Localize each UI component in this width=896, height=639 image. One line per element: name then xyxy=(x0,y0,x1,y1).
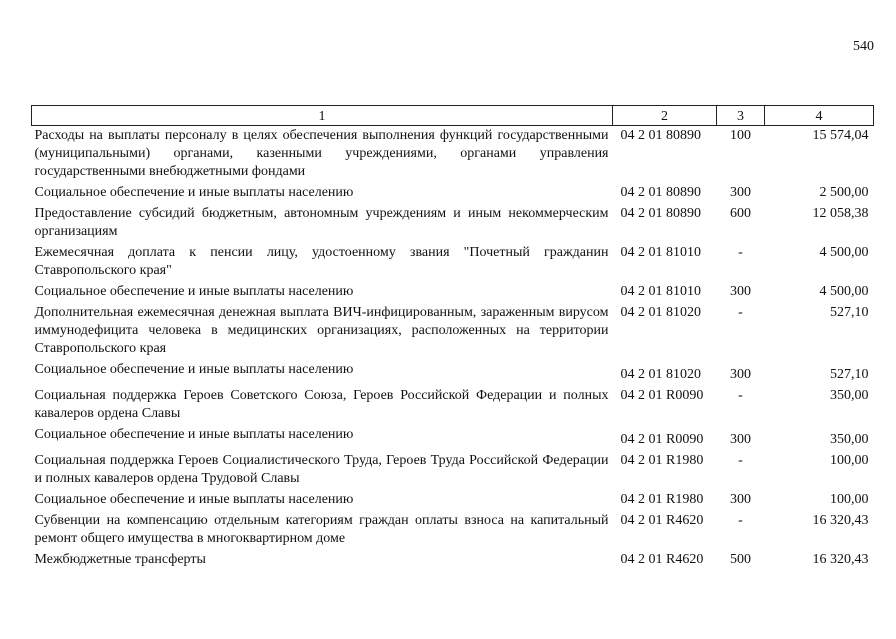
header-col-2: 2 xyxy=(613,106,717,126)
row-description: Предоставление субсидий бюджетным, автономным учреждениям и иным некоммерческим организациям xyxy=(34,206,609,239)
row-amount: 527,10 xyxy=(830,367,869,382)
row-code: 04 2 01 81020 xyxy=(620,305,701,320)
row-expense-type: 500 xyxy=(730,552,751,567)
row-code: 04 2 01 80890 xyxy=(620,206,701,221)
row-amount: 527,10 xyxy=(830,305,869,320)
row-code: 04 2 01 R0090 xyxy=(620,432,704,447)
row-amount: 350,00 xyxy=(830,388,869,403)
row-amount: 4 500,00 xyxy=(819,284,869,299)
table-row xyxy=(32,425,874,451)
row-amount: 15 574,04 xyxy=(812,128,869,143)
header-col-3: 3 xyxy=(717,106,765,126)
header-col-1: 1 xyxy=(32,106,613,126)
row-expense-type: 300 xyxy=(730,284,751,299)
row-description: Социальная поддержка Героев Советского Союза, Героев Российской Федерации и полных кавалеров ордена Славы xyxy=(34,388,609,421)
row-description: Дополнительная ежемесячная денежная выплата ВИЧ-инфицированным, зараженным вирусом иммунодефицита человека в медицинских организациях, расположенных на территории Ставропольского края xyxy=(34,305,609,356)
row-amount: 4 500,00 xyxy=(819,245,869,260)
page-number: 540 xyxy=(853,39,874,54)
table-row xyxy=(32,511,874,550)
row-code: 04 2 01 80890 xyxy=(620,128,701,143)
row-description: Социальная поддержка Героев Социалистического Труда, Героев Труда Российской Федерации и полных кавалеров ордена Трудовой Славы xyxy=(34,453,609,486)
row-description: Ежемесячная доплата к пенсии лицу, удостоенному звания "Почетный гражданин Ставропольского края" xyxy=(34,245,609,278)
table-row xyxy=(32,386,874,425)
table-row xyxy=(32,282,874,303)
row-code: 04 2 01 81010 xyxy=(620,284,701,299)
table-row xyxy=(32,490,874,511)
table-row xyxy=(32,183,874,204)
row-amount: 100,00 xyxy=(830,492,869,507)
row-code: 04 2 01 81020 xyxy=(620,367,701,382)
table-row xyxy=(32,550,874,571)
row-code: 04 2 01 80890 xyxy=(620,185,701,200)
row-code: 04 2 01 R1980 xyxy=(620,492,704,507)
row-code: 04 2 01 R4620 xyxy=(620,552,704,567)
table-row xyxy=(32,204,874,243)
header-col-4: 4 xyxy=(765,106,874,126)
table-row xyxy=(32,243,874,282)
budget-table xyxy=(31,105,874,571)
row-expense-type: 300 xyxy=(730,185,751,200)
row-expense-type: - xyxy=(738,453,743,468)
table-row xyxy=(32,126,874,184)
table-body xyxy=(32,126,874,572)
row-expense-type: 600 xyxy=(730,206,751,221)
row-expense-type: 100 xyxy=(730,128,751,143)
row-expense-type: 300 xyxy=(730,367,751,382)
row-amount: 350,00 xyxy=(830,432,869,447)
row-description: Социальное обеспечение и иные выплаты населению xyxy=(34,362,354,377)
row-amount: 16 320,43 xyxy=(812,552,869,567)
row-amount: 16 320,43 xyxy=(812,513,869,528)
row-description: Социальное обеспечение и иные выплаты населению xyxy=(34,492,354,507)
row-amount: 2 500,00 xyxy=(819,185,869,200)
row-description: Социальное обеспечение и иные выплаты населению xyxy=(34,284,354,299)
row-amount: 12 058,38 xyxy=(812,206,869,221)
row-description: Расходы на выплаты персоналу в целях обеспечения выполнения функций государственными (муниципальными) органами, казенными учреждениями, органами управления государственными внебюджетными фондами xyxy=(34,128,609,179)
row-description: Социальное обеспечение и иные выплаты населению xyxy=(34,427,354,442)
row-expense-type: - xyxy=(738,245,743,260)
table-header xyxy=(32,106,874,126)
row-amount: 100,00 xyxy=(830,453,869,468)
row-description: Межбюджетные трансферты xyxy=(34,552,206,567)
row-expense-type: - xyxy=(738,513,743,528)
row-description: Субвенции на компенсацию отдельным категориям граждан оплаты взноса на капитальный ремонт общего имущества в многоквартирном доме xyxy=(34,513,609,546)
row-expense-type: - xyxy=(738,388,743,403)
row-code: 04 2 01 81010 xyxy=(620,245,701,260)
table-row xyxy=(32,451,874,490)
row-code: 04 2 01 R1980 xyxy=(620,453,704,468)
table-row xyxy=(32,360,874,386)
row-expense-type: 300 xyxy=(730,432,751,447)
row-code: 04 2 01 R4620 xyxy=(620,513,704,528)
row-expense-type: - xyxy=(738,305,743,320)
row-code: 04 2 01 R0090 xyxy=(620,388,704,403)
row-expense-type: 300 xyxy=(730,492,751,507)
table-row xyxy=(32,303,874,360)
row-description: Социальное обеспечение и иные выплаты населению xyxy=(34,185,354,200)
